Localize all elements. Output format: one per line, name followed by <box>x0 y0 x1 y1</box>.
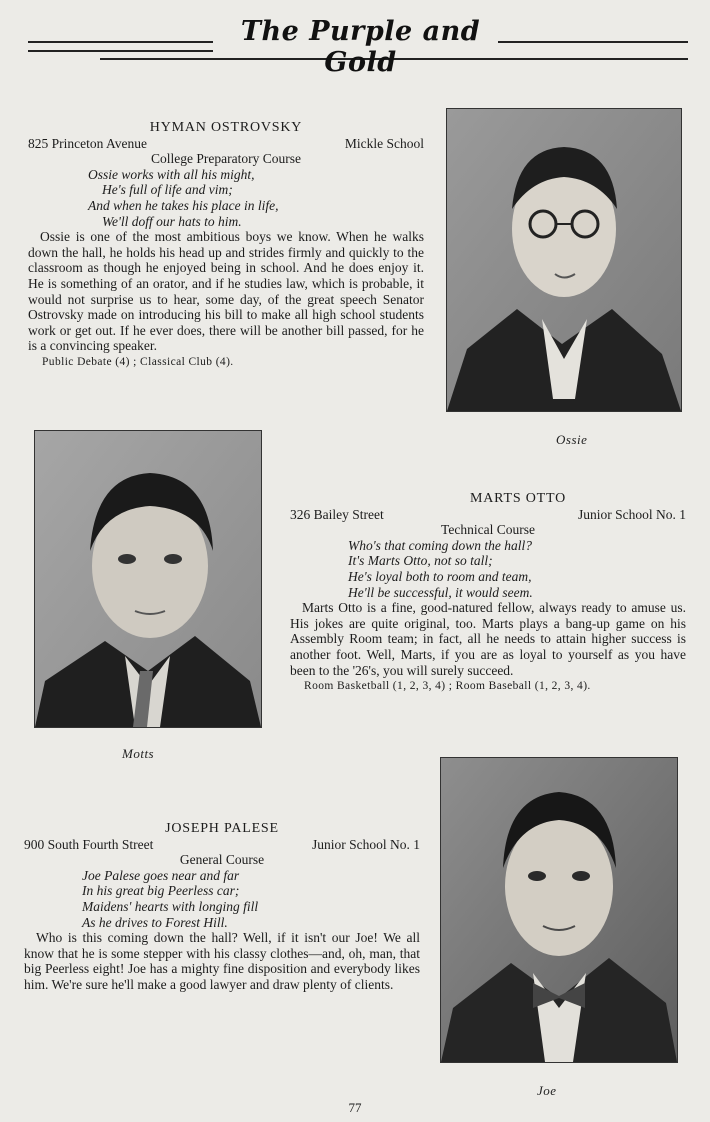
street-address: 825 Princeton Avenue <box>28 135 147 151</box>
page-number: 77 <box>348 1100 362 1115</box>
entry-palese <box>24 821 420 993</box>
portrait-photo <box>446 108 682 412</box>
nickname-caption: Ossie <box>556 432 588 447</box>
previous-school: Junior School No. 1 <box>578 506 686 522</box>
nickname-caption: Joe <box>537 1083 557 1098</box>
activities: Room Basketball (1, 2, 3, 4) ; Room Baseball (1, 2, 3, 4). <box>304 680 591 693</box>
student-name: JOSEPH PALESE <box>165 821 279 836</box>
poem-line: He'll be successful, it would seem. <box>348 584 533 600</box>
entry-ostrovsky <box>28 120 424 371</box>
entry-otto <box>290 491 686 695</box>
biography: Ossie is one of the most ambitious boys we know. When he walks down the hall, he holds his head up and strides firmly and quickly to the classroom as though he enjoyed being in school. And he does enjoy it. He is something of an orator, and if he studies law, which is probable, it would not surprise us to hear, some day, of the great speech Senator Ostrovsky made on introducing his bill to make all high school students work or get out. If he ever does, there will be another bill passed, for he is a convincing speaker. <box>28 229 424 354</box>
course: College Preparatory Course <box>151 151 301 167</box>
street-address: 900 South Fourth Street <box>24 836 154 852</box>
page-title: The Purple and Gold <box>240 16 481 78</box>
street-address: 326 Bailey Street <box>290 506 384 522</box>
poem-line: He's full of life and vim; <box>102 182 233 198</box>
poem <box>28 167 424 229</box>
poem-line: Maidens' hearts with longing fill <box>82 898 259 914</box>
previous-school: Junior School No. 1 <box>312 836 420 852</box>
address-line <box>290 507 686 523</box>
poem-line: He's loyal both to room and team, <box>348 568 532 584</box>
biography: Marts Otto is a fine, good-natured fellow, always ready to amuse us. His jokes are quite original, too. Marts plays a bang-up game on his Assembly Room team; in fact, all he needs to attain higher success is another foot. Well, Marts, if you are as loyal to yourself as you have been to the '26's, you will surely succeed. <box>290 600 686 678</box>
portrait-photo <box>440 757 678 1063</box>
poem-line: In his great big Peerless car; <box>82 883 240 899</box>
header-rule <box>28 41 213 43</box>
poem-line: Ossie works with all his might, <box>88 166 255 182</box>
student-name: MARTS OTTO <box>470 491 566 506</box>
activities: Public Debate (4) ; Classical Club (4). <box>42 355 234 368</box>
poem <box>290 538 686 600</box>
poem-line: Joe Palese goes near and far <box>82 867 240 883</box>
biography: Who is this coming down the hall? Well, if it isn't our Joe! We all know that he is some stepper with his classy clothes—and, oh, man, that big Peerless eight! Joe has a mighty fine disposition and everybody likes him. We're sure he'll make a good lawyer and draw plenty of clients. <box>24 930 420 992</box>
poem <box>24 868 420 930</box>
student-name: HYMAN OSTROVSKY <box>149 120 303 135</box>
course: General Course <box>179 852 265 868</box>
poem-line: We'll doff our hats to him. <box>102 213 242 229</box>
header-rule <box>28 50 213 52</box>
portrait-photo <box>34 430 262 728</box>
nickname-caption: Motts <box>122 746 155 761</box>
address-line <box>28 136 424 152</box>
course: Technical Course <box>441 522 535 538</box>
poem-line: Who's that coming down the hall? <box>348 537 533 553</box>
address-line <box>24 837 420 853</box>
poem-line: As he drives to Forest Hill. <box>82 914 228 930</box>
poem-line: It's Marts Otto, not so tall; <box>348 553 493 569</box>
page-header <box>28 14 688 78</box>
previous-school: Mickle School <box>344 135 424 151</box>
header-rule <box>498 41 688 43</box>
poem-line: And when he takes his place in life, <box>88 197 279 213</box>
